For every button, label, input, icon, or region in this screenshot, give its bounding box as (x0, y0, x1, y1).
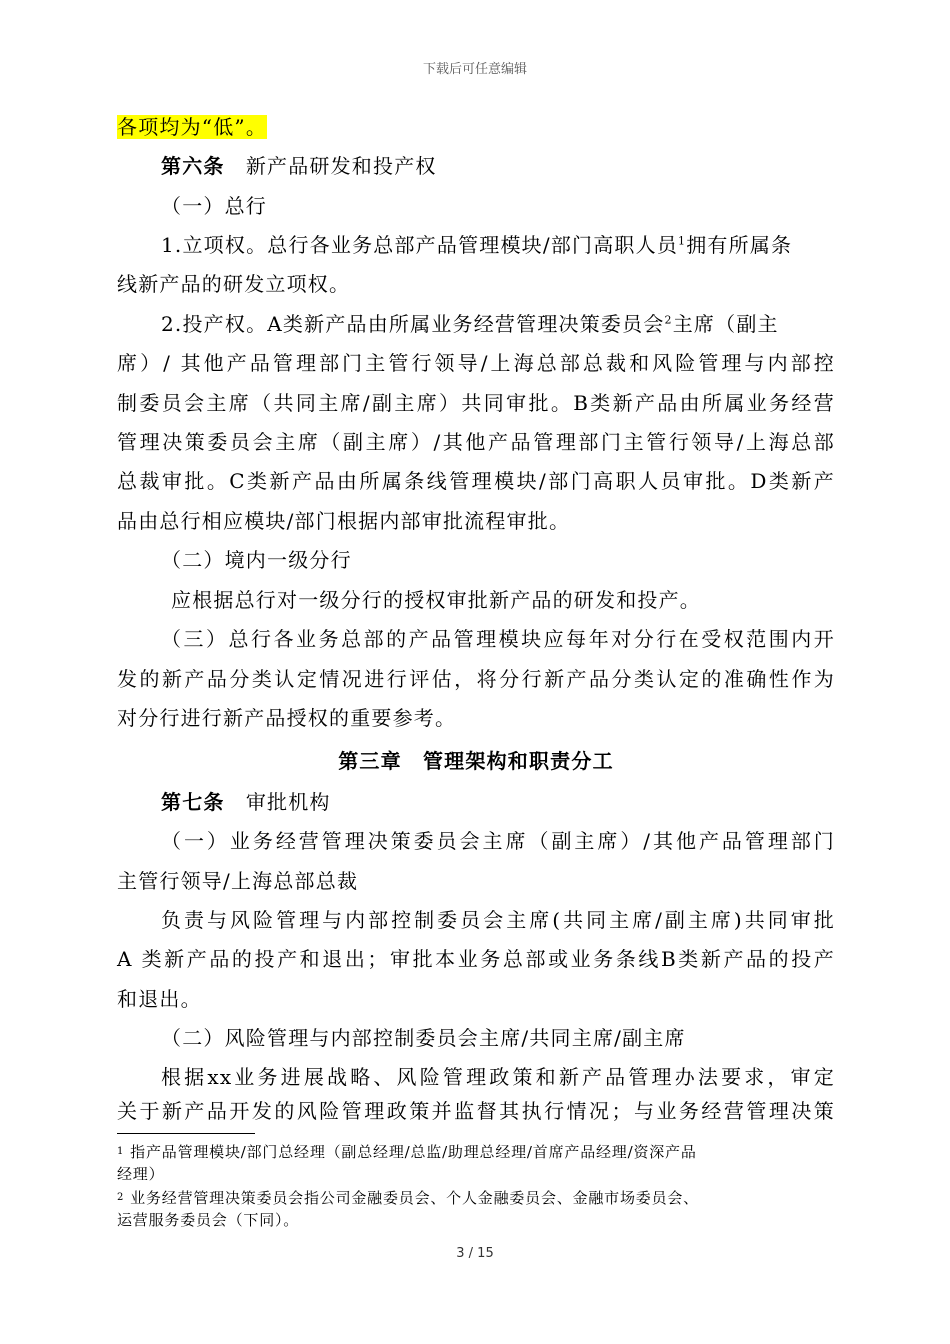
paragraph-line: 关于新产品开发的风险管理政策并监督其执行情况；与业务经营管理决策 (117, 1099, 835, 1123)
paragraph-line (117, 108, 267, 148)
footnote (117, 1141, 835, 1185)
footnote-number: 2 (117, 1192, 125, 1203)
footnote-number: 1 (117, 1146, 125, 1157)
paragraph-line: 对分行进行新产品授权的重要参考。 (117, 706, 457, 730)
paragraph-line: 总裁审批。C类新产品由所属条线管理模块/部门高职人员审批。D类新产 (117, 469, 835, 493)
text-run: 主席（副主 (672, 312, 779, 336)
footnote-ref[interactable]: 2 (664, 313, 673, 327)
footnote-line (117, 1187, 835, 1209)
footnote (117, 1187, 835, 1231)
article-number: 第七条 (161, 790, 225, 814)
paragraph-line: 管理决策委员会主席（副主席）/其他产品管理部门主管行领导/上海总部 (117, 430, 835, 454)
paragraph-line: 主管行领导/上海总部总裁 (117, 869, 359, 893)
highlighted-text: 各项均为“低”。 (117, 115, 268, 139)
paragraph-line: 负责与风险管理与内部控制委员会主席(共同主席/副主席)共同审批 (161, 908, 835, 932)
paragraph-line: 品由总行相应模块/部门根据内部审批流程审批。 (117, 509, 571, 533)
article-number: 第六条 (161, 154, 225, 178)
page-number: 3 / 15 (456, 1246, 494, 1261)
paragraph-line: 线新产品的研发立项权。 (117, 272, 351, 296)
paragraph-line: （三）总行各业务总部的产品管理模块应每年对分行在受权范围内开 (161, 627, 835, 651)
paragraph-line: 根据xx业务进展战略、风险管理政策和新产品管理办法要求，审定 (161, 1065, 835, 1089)
paragraph-line: 应根据总行对一级分行的授权审批新产品的研发和投产。 (171, 588, 701, 612)
text-run: 2.投产权。A类新产品由所属业务经营管理决策委员会 (161, 312, 665, 336)
chapter-heading: 第三章 管理架构和职责分工 (338, 749, 614, 773)
footnote-ref[interactable]: 1 (678, 234, 687, 248)
footnote-line: 运营服务委员会（下同）。 (117, 1211, 300, 1229)
paragraph-line: （二）风险管理与内部控制委员会主席/共同主席/副主席 (161, 1026, 686, 1050)
page-header: 下载后可任意编辑 (422, 62, 527, 77)
article-7-heading (161, 783, 331, 823)
footnote-line (117, 1141, 835, 1163)
paragraph-line: （一）业务经营管理决策委员会主席（副主席）/其他产品管理部门 (161, 829, 835, 853)
paragraph-line (161, 226, 835, 266)
article-6-heading (161, 147, 437, 187)
paragraph-line: A 类新产品的投产和退出；审批本业务总部或业务条线B类新产品的投产 (117, 947, 835, 971)
paragraph-line (161, 305, 835, 345)
text-run: 1.立项权。总行各业务总部产品管理模块/部门高职人员 (161, 233, 679, 257)
footnote-text: 业务经营管理决策委员会指公司金融委员会、个人金融委员会、金融市场委员会、 (130, 1189, 699, 1207)
article-title: 新产品研发和投产权 (245, 154, 437, 178)
paragraph-line: （二）境内一级分行 (161, 548, 352, 572)
article-title: 审批机构 (245, 790, 331, 814)
text-run: 拥有所属条 (686, 233, 793, 257)
footnote-line: 经理） (117, 1165, 165, 1183)
footnote-separator (117, 1133, 255, 1134)
paragraph-line: 和退出。 (117, 987, 202, 1011)
paragraph-line: （一）总行 (161, 194, 267, 218)
paragraph-line: 席）/ 其他产品管理部门主管行领导/上海总部总裁和风险管理与内部控 (117, 351, 835, 375)
footnote-text: 指产品管理模块/部门总经理（副总经理/总监/助理总经理/首席产品经理/资深产品 (130, 1143, 697, 1161)
paragraph-line: 制委员会主席（共同主席/副主席）共同审批。B类新产品由所属业务经营 (117, 391, 835, 415)
paragraph-line: 发的新产品分类认定情况进行评估，将分行新产品分类认定的准确性作为 (117, 667, 835, 691)
